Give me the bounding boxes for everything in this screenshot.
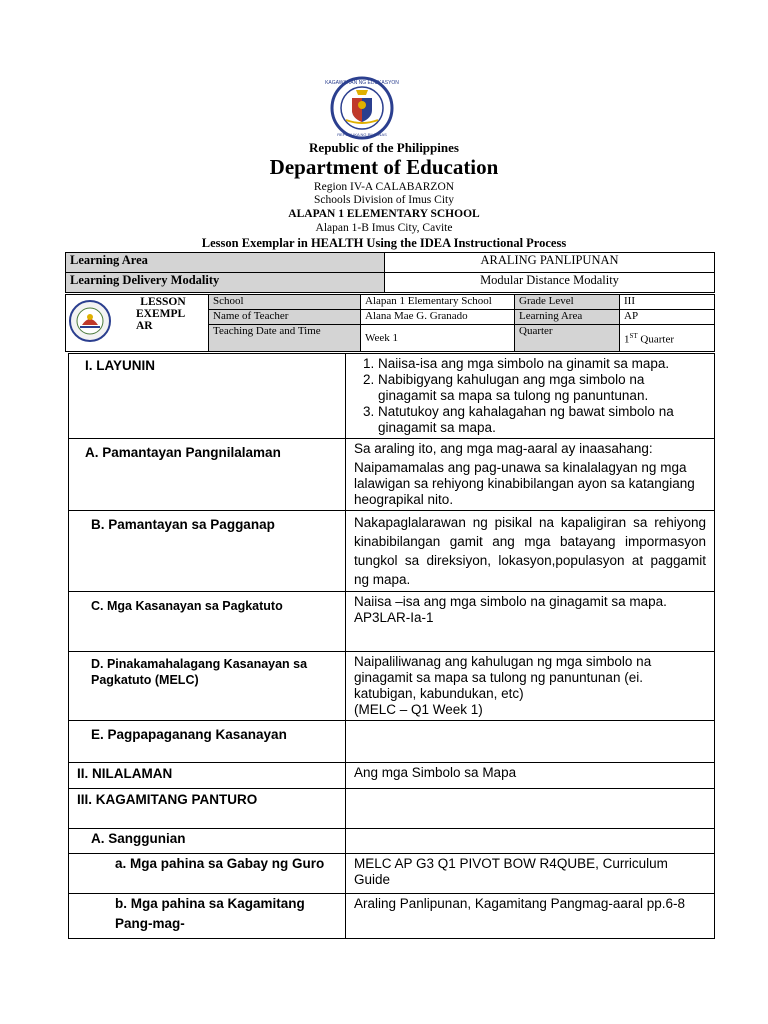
pamantayan-nilalaman-line1: Sa araling ito, ang mga mag-aaral ay inaasahang: bbox=[354, 441, 653, 456]
sanggunian-label: A. Sanggunian bbox=[69, 829, 346, 854]
teaching-date-label: Teaching Date and Time bbox=[209, 325, 361, 352]
quarter-word: Quarter bbox=[640, 333, 675, 346]
department-title: Department of Education bbox=[269, 155, 499, 179]
grade-level-label: Grade Level bbox=[515, 295, 620, 310]
table-row bbox=[69, 652, 715, 721]
learning-area-small-label: Learning Area bbox=[515, 310, 620, 325]
modality-value: Modular Distance Modality bbox=[385, 273, 715, 293]
table-row bbox=[69, 439, 715, 511]
quarter-label: Quarter bbox=[515, 325, 620, 352]
lesson-exemplar-label bbox=[118, 295, 209, 352]
pamantayan-nilalaman-line2: Naipamamalas ang pag-unawa sa kinalalagyan ng mga lalawigan sa rehiyong kinabibilangan ayon sa katangiang heograpikal nito. bbox=[354, 460, 695, 507]
layunin-label: I. LAYUNIN bbox=[69, 354, 346, 439]
seal-text-top: KAGAWARAN NG EDUKASYON bbox=[325, 80, 399, 86]
list-item: 2. Nabibigyang kahulugan ang mga simbolo na ginagamit sa mapa sa tulong ng panuntunan. bbox=[378, 372, 706, 404]
school-value: Alapan 1 Elementary School bbox=[361, 295, 515, 310]
table-row bbox=[69, 354, 715, 439]
nilalaman-label: II. NILALAMAN bbox=[69, 763, 346, 789]
learning-area-label: Learning Area bbox=[66, 253, 385, 273]
quarter-number: 1 bbox=[624, 333, 630, 346]
lesson-label-line1: LESSON bbox=[140, 296, 186, 308]
table-row bbox=[66, 295, 715, 310]
school-logo-cell bbox=[66, 295, 119, 352]
learning-area-small-value: AP bbox=[620, 310, 715, 325]
table-row bbox=[69, 763, 715, 789]
lesson-title: Lesson Exemplar in HEALTH Using the IDEA Instructional Process bbox=[201, 236, 567, 250]
grade-level-value: III bbox=[620, 295, 715, 310]
teacher-label: Name of Teacher bbox=[209, 310, 361, 325]
gabay-label: a. Mga pahina sa Gabay ng Guro bbox=[69, 854, 346, 894]
republic-heading: Republic of the Philippines bbox=[309, 140, 459, 155]
lesson-label-line2: EXEMPL bbox=[136, 308, 186, 320]
lesson-label-line3: AR bbox=[136, 320, 153, 332]
kasanayan-line2: AP3LAR-Ia-1 bbox=[354, 610, 434, 625]
pamantayan-pagganap-label: B. Pamantayan sa Pagganap bbox=[69, 511, 346, 592]
teaching-date-value: Week 1 bbox=[361, 325, 515, 352]
list-item: 1. Naiisa-isa ang mga simbolo na ginamit sa mapa. bbox=[378, 356, 706, 372]
layunin-content bbox=[346, 354, 715, 439]
pamantayan-pagganap-content: Nakapaglalarawan ng pisikal na kapaligiran sa rehiyong kinabibilangan gamit ang mga batayang impormasyon tungkol sa direksiyon, lokasyon,populasyon at paggamit ng mapa. bbox=[346, 511, 715, 592]
table-row bbox=[66, 253, 715, 273]
pagpapaganang-value bbox=[346, 721, 715, 763]
melc-label: D. Pinakamahalagang Kasanayan sa Pagkatuto (MELC) bbox=[69, 652, 346, 721]
list-item: 3. Natutukoy ang kahalagahan ng bawat simbolo na ginagamit sa mapa. bbox=[378, 404, 706, 436]
melc-line2: (MELC – Q1 Week 1) bbox=[354, 702, 483, 717]
lesson-plan-table bbox=[68, 353, 715, 939]
table-row bbox=[66, 273, 715, 293]
kasanayan-line1: Naiisa –isa ang mga simbolo na ginagamit sa mapa. bbox=[354, 594, 667, 609]
pamantayan-nilalaman-content bbox=[346, 439, 715, 511]
sanggunian-value bbox=[346, 829, 715, 854]
table-row bbox=[69, 854, 715, 894]
learning-info-table bbox=[65, 252, 715, 293]
region-line: Region IV-A CALABARZON bbox=[313, 181, 455, 193]
nilalaman-value: Ang mga Simbolo sa Mapa bbox=[346, 763, 715, 789]
kagamitan-value bbox=[346, 789, 715, 829]
seal-text-bottom: REPUBLIKA NG PILIPINAS bbox=[337, 132, 387, 137]
kagamitang-pang-value: Araling Panlipunan, Kagamitang Pangmag-aaral pp.6-8 bbox=[346, 894, 715, 939]
table-row bbox=[69, 592, 715, 652]
deped-seal-logo bbox=[322, 76, 402, 140]
melc-line1: Naipaliliwanag ang kahulugan ng mga simbolo na ginagamit sa mapa sa tulong ng panuntunan (ei. katubigan, kabundukan, etc) bbox=[354, 654, 652, 701]
melc-content bbox=[346, 652, 715, 721]
gabay-value: MELC AP G3 Q1 PIVOT BOW R4QUBE, Curriculum Guide bbox=[346, 854, 715, 894]
table-row bbox=[69, 894, 715, 939]
kasanayan-content bbox=[346, 592, 715, 652]
table-row bbox=[69, 511, 715, 592]
school-name: ALAPAN 1 ELEMENTARY SCHOOL bbox=[288, 208, 480, 220]
teacher-value: Alana Mae G. Granado bbox=[361, 310, 515, 325]
lesson-exemplar-table bbox=[65, 294, 715, 352]
kagamitang-pang-label: b. Mga pahina sa Kagamitang Pang-mag- bbox=[69, 894, 346, 939]
table-row bbox=[69, 721, 715, 763]
layunin-list bbox=[354, 356, 706, 436]
division-line: Schools Division of Imus City bbox=[314, 194, 454, 206]
learning-area-value: ARALING PANLIPUNAN bbox=[385, 253, 715, 273]
school-address: Alapan 1-B Imus City, Cavite bbox=[315, 222, 453, 234]
quarter-suffix: ST bbox=[629, 331, 638, 340]
modality-label: Learning Delivery Modality bbox=[66, 273, 385, 293]
pagpapaganang-label: E. Pagpapaganang Kasanayan bbox=[69, 721, 346, 763]
kagamitan-label: III. KAGAMITANG PANTURO bbox=[69, 789, 346, 829]
school-label: School bbox=[209, 295, 361, 310]
pamantayan-nilalaman-label: A. Pamantayan Pangnilalaman bbox=[69, 439, 346, 511]
table-row bbox=[69, 829, 715, 854]
table-row bbox=[69, 789, 715, 829]
school-logo-icon bbox=[68, 299, 112, 343]
quarter-value bbox=[620, 325, 715, 352]
kasanayan-label: C. Mga Kasanayan sa Pagkatuto bbox=[69, 592, 346, 652]
